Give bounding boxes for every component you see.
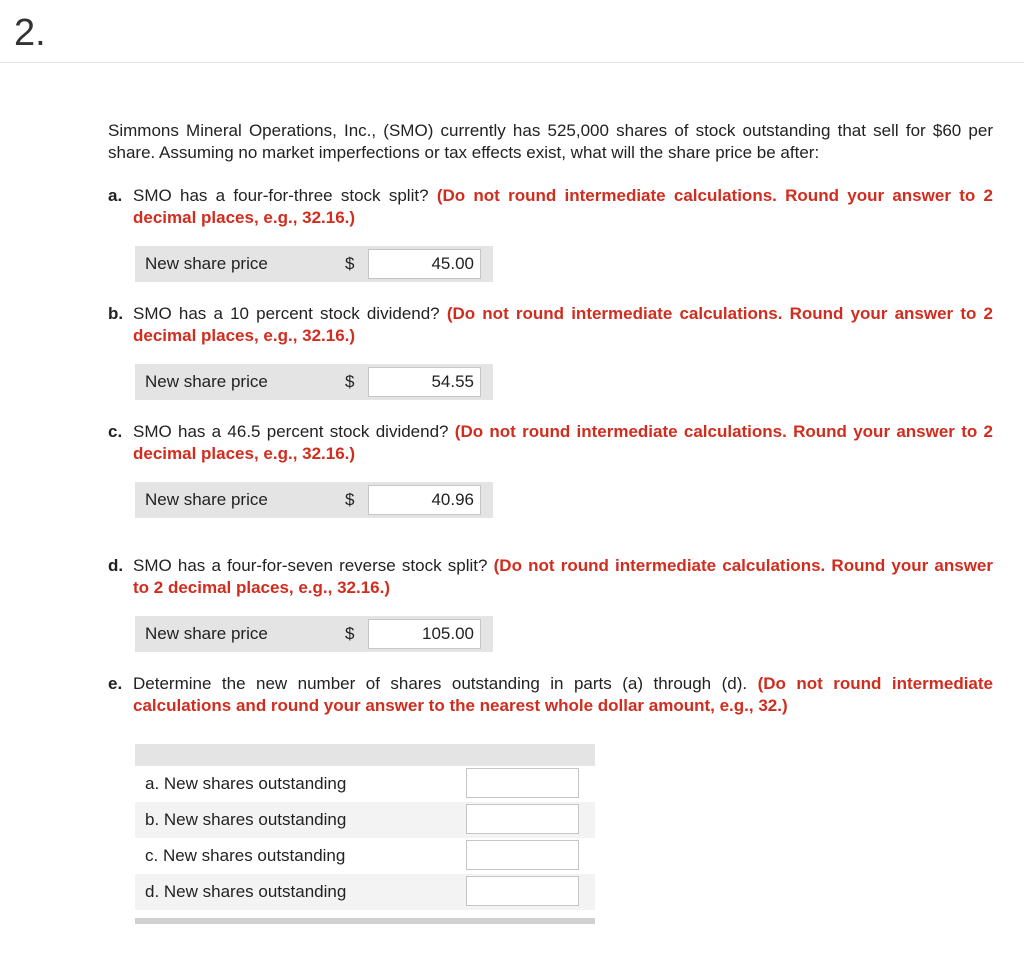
part-d-prompt	[108, 555, 993, 599]
part-text: SMO has a four-for-seven reverse stock split?	[133, 556, 488, 575]
part-letter: e.	[108, 674, 123, 693]
currency-symbol: $	[345, 254, 355, 273]
part-d-answer-row	[135, 616, 493, 652]
part-text: Determine the new number of shares outstanding in parts (a) through (d).	[133, 674, 748, 693]
row-label: d. New shares outstanding	[145, 882, 347, 901]
shares-a-input[interactable]	[466, 768, 579, 798]
part-a-prompt	[108, 185, 993, 229]
table-row	[135, 802, 595, 838]
table-header	[135, 744, 595, 766]
answer-label: New share price	[145, 490, 268, 509]
part-c-prompt	[108, 421, 993, 465]
part-letter: a.	[108, 186, 123, 205]
part-b-prompt	[108, 303, 993, 347]
table-row	[135, 874, 595, 910]
currency-symbol: $	[345, 490, 355, 509]
answer-label: New share price	[145, 254, 268, 273]
row-label: c. New shares outstanding	[145, 846, 346, 865]
answer-label: New share price	[145, 372, 268, 391]
part-letter: c.	[108, 422, 123, 441]
part-d-price-input[interactable]: 105.00	[368, 619, 481, 649]
part-b-answer-row	[135, 364, 493, 400]
part-hint: (Do not round intermediate calculations and round your answer to the nearest whole dollar amount, e.g., 32.)	[133, 674, 993, 715]
shares-outstanding-table	[135, 744, 595, 924]
currency-symbol: $	[345, 624, 355, 643]
part-hint: (Do not round intermediate calculations. Round your answer to 2 decimal places, e.g., 32.16.)	[133, 422, 993, 463]
part-a-price-input[interactable]: 45.00	[368, 249, 481, 279]
currency-symbol: $	[345, 372, 355, 391]
row-label: b. New shares outstanding	[145, 810, 347, 829]
part-text: SMO has a four-for-three stock split?	[133, 186, 429, 205]
part-hint: (Do not round intermediate calculations. Round your answer to 2 decimal places, e.g., 32.16.)	[133, 556, 993, 597]
part-text: SMO has a 46.5 percent stock dividend?	[133, 422, 449, 441]
shares-b-input[interactable]	[466, 804, 579, 834]
part-b-price-input[interactable]: 54.55	[368, 367, 481, 397]
table-row	[135, 838, 595, 874]
question-intro: Simmons Mineral Operations, Inc., (SMO) currently has 525,000 shares of stock outstanding that sell for $60 per share. Assuming no market imperfections or tax effects exist, what will the share price be after:	[108, 121, 993, 162]
part-c-answer-row	[135, 482, 493, 518]
table-row	[135, 766, 595, 802]
part-hint: (Do not round intermediate calculations. Round your answer to 2 decimal places, e.g., 32.16.)	[133, 186, 993, 227]
part-e-prompt	[108, 673, 993, 717]
part-letter: b.	[108, 304, 124, 323]
part-a-answer-row	[135, 246, 493, 282]
answer-label: New share price	[145, 624, 268, 643]
question-number: 2.	[14, 12, 46, 54]
table-footer	[135, 918, 595, 924]
question-content	[108, 120, 993, 924]
shares-c-input[interactable]	[466, 840, 579, 870]
header-divider	[0, 62, 1024, 63]
part-letter: d.	[108, 556, 124, 575]
part-text: SMO has a 10 percent stock dividend?	[133, 304, 440, 323]
part-c-price-input[interactable]: 40.96	[368, 485, 481, 515]
part-hint: (Do not round intermediate calculations. Round your answer to 2 decimal places, e.g., 32.16.)	[133, 304, 993, 345]
row-label: a. New shares outstanding	[145, 774, 347, 793]
shares-d-input[interactable]	[466, 876, 579, 906]
